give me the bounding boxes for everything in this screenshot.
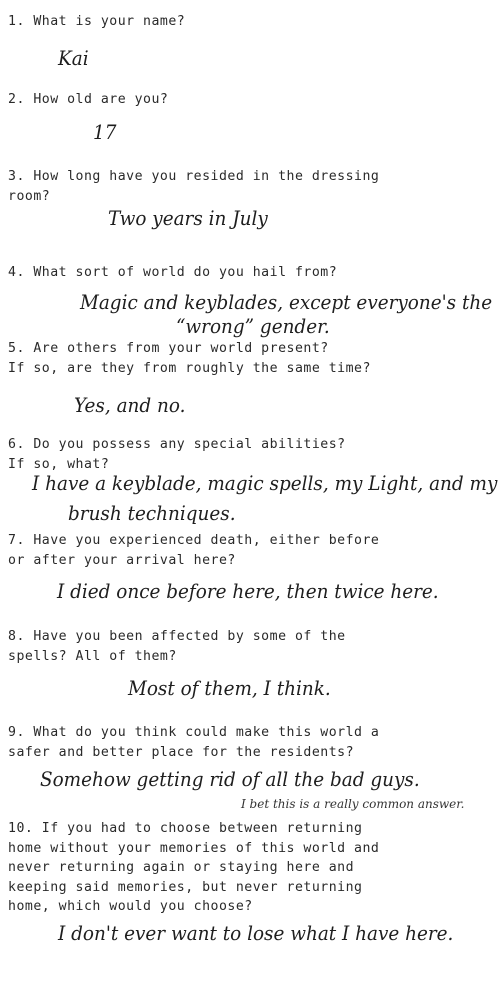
- answer-8: Most of them, I think.: [128, 676, 331, 700]
- answer-1: Kai: [58, 46, 89, 70]
- answer-9-side-note: I bet this is a really common answer.: [241, 797, 465, 811]
- question-3: 3. How long have you resided in the dressing room?: [8, 169, 380, 204]
- answer-4-line-2: “wrong” gender.: [176, 314, 330, 338]
- question-2: 2. How old are you?: [8, 92, 169, 107]
- answer-2: 17: [93, 120, 117, 144]
- question-1: 1. What is your name?: [8, 14, 186, 29]
- question-6: 6. Do you possess any special abilities? If so, what?: [8, 437, 346, 472]
- question-8: 8. Have you been affected by some of the spells? All of them?: [8, 629, 346, 664]
- answer-7: I died once before here, then twice here.: [57, 579, 439, 603]
- answer-10: I don't ever want to lose what I have here.: [58, 921, 454, 945]
- answer-6-line-2: brush techniques.: [68, 501, 236, 525]
- answer-5: Yes, and no.: [74, 393, 186, 417]
- answer-4-line-1: Magic and keyblades, except everyone's the: [80, 290, 493, 314]
- question-7: 7. Have you experienced death, either before or after your arrival here?: [8, 533, 380, 568]
- question-5: 5. Are others from your world present? If so, are they from roughly the same time?: [8, 341, 371, 376]
- answer-9: Somehow getting rid of all the bad guys.: [40, 767, 420, 791]
- question-10: 10. If you had to choose between returning home without your memories of this world and never returning again or staying here and keeping said memories, but never returning home, which would you choose?: [8, 821, 380, 914]
- question-9: 9. What do you think could make this world a safer and better place for the residents?: [8, 725, 380, 760]
- question-4: 4. What sort of world do you hail from?: [8, 265, 338, 280]
- answer-3: Two years in July: [108, 206, 268, 230]
- answer-6-line-1: I have a keyblade, magic spells, my Light, and my: [32, 471, 498, 495]
